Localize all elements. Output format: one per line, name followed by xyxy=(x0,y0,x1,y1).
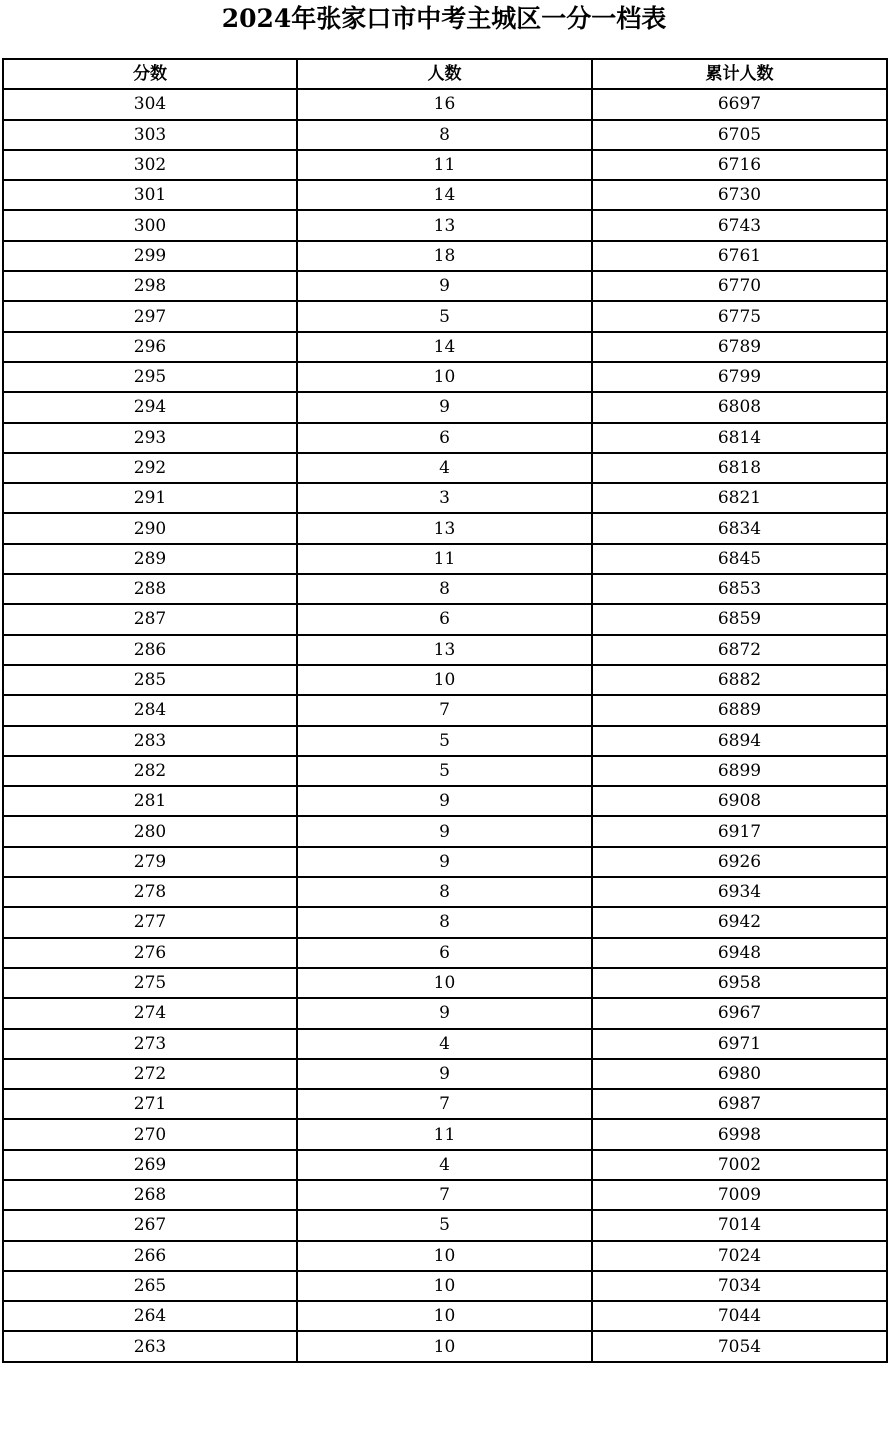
cell-count: 8 xyxy=(297,907,592,937)
cell-count: 4 xyxy=(297,1150,592,1180)
cell-count: 13 xyxy=(297,513,592,543)
header-score: 分数 xyxy=(3,59,297,89)
cell-count: 5 xyxy=(297,726,592,756)
cell-score: 263 xyxy=(3,1331,297,1361)
table-row xyxy=(3,1180,887,1210)
table-row xyxy=(3,483,887,513)
cell-score: 289 xyxy=(3,544,297,574)
table-row xyxy=(3,1271,887,1301)
cell-cumulative: 7009 xyxy=(592,1180,887,1210)
cell-count: 8 xyxy=(297,877,592,907)
table-row xyxy=(3,1089,887,1119)
cell-count: 8 xyxy=(297,120,592,150)
cell-cumulative: 6845 xyxy=(592,544,887,574)
table-row xyxy=(3,180,887,210)
cell-cumulative: 6743 xyxy=(592,210,887,240)
table-row xyxy=(3,816,887,846)
cell-cumulative: 6899 xyxy=(592,756,887,786)
cell-score: 296 xyxy=(3,332,297,362)
table-row xyxy=(3,150,887,180)
cell-cumulative: 6889 xyxy=(592,695,887,725)
cell-count: 9 xyxy=(297,998,592,1028)
cell-cumulative: 6859 xyxy=(592,604,887,634)
table-row xyxy=(3,1210,887,1240)
score-distribution-table xyxy=(2,58,888,1363)
cell-cumulative: 6716 xyxy=(592,150,887,180)
table-row xyxy=(3,210,887,240)
cell-score: 284 xyxy=(3,695,297,725)
cell-score: 294 xyxy=(3,392,297,422)
cell-score: 268 xyxy=(3,1180,297,1210)
cell-cumulative: 7044 xyxy=(592,1301,887,1331)
cell-count: 18 xyxy=(297,241,592,271)
table-row xyxy=(3,271,887,301)
cell-count: 7 xyxy=(297,1180,592,1210)
cell-count: 11 xyxy=(297,544,592,574)
cell-score: 267 xyxy=(3,1210,297,1240)
table-row xyxy=(3,756,887,786)
cell-count: 4 xyxy=(297,453,592,483)
cell-score: 286 xyxy=(3,635,297,665)
table-row xyxy=(3,362,887,392)
table-row xyxy=(3,453,887,483)
cell-count: 8 xyxy=(297,574,592,604)
cell-count: 10 xyxy=(297,1271,592,1301)
cell-count: 10 xyxy=(297,1331,592,1361)
table-row xyxy=(3,1241,887,1271)
cell-score: 271 xyxy=(3,1089,297,1119)
cell-score: 295 xyxy=(3,362,297,392)
cell-cumulative: 6730 xyxy=(592,180,887,210)
cell-count: 14 xyxy=(297,180,592,210)
cell-count: 11 xyxy=(297,1119,592,1149)
cell-cumulative: 6980 xyxy=(592,1059,887,1089)
cell-cumulative: 6948 xyxy=(592,938,887,968)
cell-count: 3 xyxy=(297,483,592,513)
cell-cumulative: 7014 xyxy=(592,1210,887,1240)
table-row xyxy=(3,635,887,665)
cell-score: 269 xyxy=(3,1150,297,1180)
cell-cumulative: 6770 xyxy=(592,271,887,301)
table-row xyxy=(3,1150,887,1180)
cell-count: 9 xyxy=(297,786,592,816)
cell-count: 9 xyxy=(297,847,592,877)
cell-count: 13 xyxy=(297,635,592,665)
cell-cumulative: 6908 xyxy=(592,786,887,816)
cell-count: 7 xyxy=(297,695,592,725)
table-row xyxy=(3,1301,887,1331)
table-row xyxy=(3,1331,887,1361)
table-row xyxy=(3,907,887,937)
cell-count: 6 xyxy=(297,423,592,453)
cell-count: 10 xyxy=(297,1241,592,1271)
cell-count: 14 xyxy=(297,332,592,362)
cell-cumulative: 6818 xyxy=(592,453,887,483)
cell-count: 9 xyxy=(297,392,592,422)
cell-count: 6 xyxy=(297,604,592,634)
header-count: 人数 xyxy=(297,59,592,89)
cell-cumulative: 6872 xyxy=(592,635,887,665)
cell-score: 279 xyxy=(3,847,297,877)
cell-cumulative: 6697 xyxy=(592,89,887,119)
cell-score: 282 xyxy=(3,756,297,786)
cell-cumulative: 6934 xyxy=(592,877,887,907)
cell-score: 300 xyxy=(3,210,297,240)
cell-count: 10 xyxy=(297,665,592,695)
cell-cumulative: 6761 xyxy=(592,241,887,271)
cell-score: 293 xyxy=(3,423,297,453)
table-row xyxy=(3,604,887,634)
table-row xyxy=(3,89,887,119)
cell-score: 287 xyxy=(3,604,297,634)
cell-cumulative: 6942 xyxy=(592,907,887,937)
cell-count: 9 xyxy=(297,271,592,301)
cell-score: 277 xyxy=(3,907,297,937)
cell-score: 278 xyxy=(3,877,297,907)
table-row xyxy=(3,423,887,453)
cell-count: 10 xyxy=(297,362,592,392)
cell-cumulative: 6958 xyxy=(592,968,887,998)
cell-count: 13 xyxy=(297,210,592,240)
cell-score: 264 xyxy=(3,1301,297,1331)
table-row xyxy=(3,120,887,150)
table-row xyxy=(3,847,887,877)
cell-score: 283 xyxy=(3,726,297,756)
cell-cumulative: 6967 xyxy=(592,998,887,1028)
cell-count: 16 xyxy=(297,89,592,119)
table-row xyxy=(3,968,887,998)
cell-cumulative: 6834 xyxy=(592,513,887,543)
table-row xyxy=(3,513,887,543)
cell-score: 272 xyxy=(3,1059,297,1089)
cell-cumulative: 6853 xyxy=(592,574,887,604)
cell-score: 276 xyxy=(3,938,297,968)
cell-cumulative: 7002 xyxy=(592,1150,887,1180)
table-row xyxy=(3,726,887,756)
table-row xyxy=(3,332,887,362)
cell-cumulative: 6894 xyxy=(592,726,887,756)
cell-score: 298 xyxy=(3,271,297,301)
cell-cumulative: 6926 xyxy=(592,847,887,877)
cell-score: 265 xyxy=(3,1271,297,1301)
cell-count: 9 xyxy=(297,816,592,846)
page-title: 2024年张家口市中考主城区一分一档表 xyxy=(221,4,667,33)
cell-count: 4 xyxy=(297,1029,592,1059)
cell-cumulative: 7024 xyxy=(592,1241,887,1271)
cell-cumulative: 6789 xyxy=(592,332,887,362)
cell-cumulative: 6821 xyxy=(592,483,887,513)
table-row xyxy=(3,1119,887,1149)
cell-count: 5 xyxy=(297,756,592,786)
table-row xyxy=(3,665,887,695)
cell-score: 288 xyxy=(3,574,297,604)
cell-score: 299 xyxy=(3,241,297,271)
cell-cumulative: 6705 xyxy=(592,120,887,150)
table-row xyxy=(3,1059,887,1089)
cell-cumulative: 6775 xyxy=(592,301,887,331)
cell-count: 10 xyxy=(297,1301,592,1331)
table-row xyxy=(3,938,887,968)
cell-cumulative: 6998 xyxy=(592,1119,887,1149)
cell-score: 280 xyxy=(3,816,297,846)
cell-count: 6 xyxy=(297,938,592,968)
cell-count: 5 xyxy=(297,1210,592,1240)
cell-cumulative: 6987 xyxy=(592,1089,887,1119)
cell-score: 304 xyxy=(3,89,297,119)
table-row xyxy=(3,877,887,907)
cell-score: 297 xyxy=(3,301,297,331)
header-cumulative: 累计人数 xyxy=(592,59,887,89)
cell-score: 281 xyxy=(3,786,297,816)
cell-score: 302 xyxy=(3,150,297,180)
cell-cumulative: 6799 xyxy=(592,362,887,392)
cell-count: 11 xyxy=(297,150,592,180)
table-row xyxy=(3,544,887,574)
table-row xyxy=(3,392,887,422)
table-row xyxy=(3,695,887,725)
cell-score: 266 xyxy=(3,1241,297,1271)
cell-cumulative: 6808 xyxy=(592,392,887,422)
cell-cumulative: 6917 xyxy=(592,816,887,846)
cell-cumulative: 6882 xyxy=(592,665,887,695)
table-header-row xyxy=(3,59,887,89)
cell-score: 292 xyxy=(3,453,297,483)
cell-score: 274 xyxy=(3,998,297,1028)
cell-count: 7 xyxy=(297,1089,592,1119)
cell-score: 303 xyxy=(3,120,297,150)
cell-count: 5 xyxy=(297,301,592,331)
cell-score: 290 xyxy=(3,513,297,543)
cell-score: 285 xyxy=(3,665,297,695)
table-row xyxy=(3,301,887,331)
cell-score: 291 xyxy=(3,483,297,513)
table-row xyxy=(3,574,887,604)
table-row xyxy=(3,1029,887,1059)
cell-score: 275 xyxy=(3,968,297,998)
table-row xyxy=(3,998,887,1028)
cell-score: 273 xyxy=(3,1029,297,1059)
table-row xyxy=(3,241,887,271)
table-body xyxy=(3,89,887,1361)
cell-score: 270 xyxy=(3,1119,297,1149)
cell-cumulative: 6971 xyxy=(592,1029,887,1059)
cell-count: 10 xyxy=(297,968,592,998)
cell-count: 9 xyxy=(297,1059,592,1089)
cell-score: 301 xyxy=(3,180,297,210)
cell-cumulative: 6814 xyxy=(592,423,887,453)
table-row xyxy=(3,786,887,816)
cell-cumulative: 7034 xyxy=(592,1271,887,1301)
cell-cumulative: 7054 xyxy=(592,1331,887,1361)
